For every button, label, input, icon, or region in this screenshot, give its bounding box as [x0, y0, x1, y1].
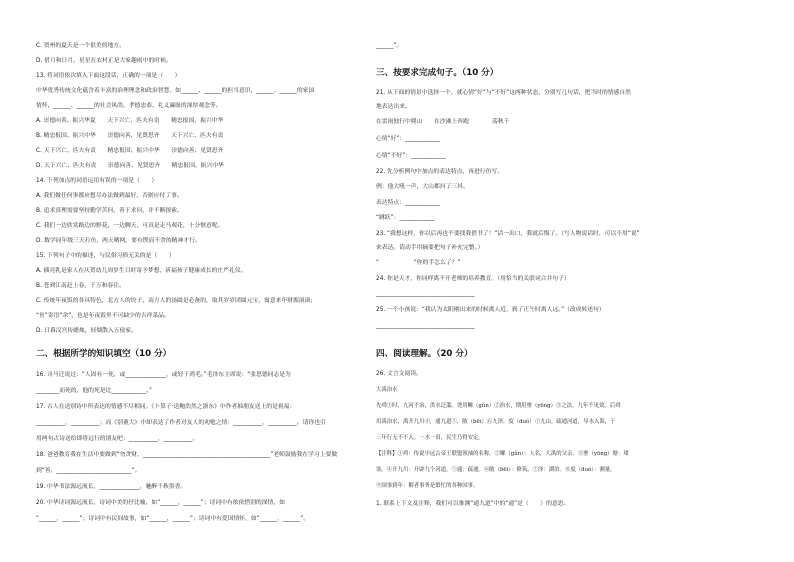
- q16-line1: 16. 司马迁说过：“人固有一死，或______________，或轻于鸿毛。”毛泽东主席说：“张思德同志是为: [36, 372, 291, 378]
- q21-line1: 21. 从下面的情景中选择一个，就心情“好”与“不好”这两种状态，分别写几句话，把当时的情感自然: [376, 90, 631, 96]
- q24-answer: __________________________________: [376, 291, 475, 297]
- q26-stem: 26. 文言文阅读。: [376, 371, 422, 377]
- q14-option-a: A. 我们做任何事都应想尽办法做到最好，否则应付了事。: [36, 193, 183, 199]
- q14-option-d: D. 数学同年级三天打鱼，两天晒网，要有锲而不舍的精神才行。: [36, 238, 201, 244]
- q14-stem: 14. 下列加点的词语运用有误的一项是（ ）: [36, 178, 158, 184]
- q20-line2: “______，______”；诗词中有民间故事，如“______，______”；诗词中有爱国情怀，如“______，______”。: [36, 516, 310, 522]
- q21-line2: 地表达出来。: [376, 104, 411, 110]
- q25-answer: __________________________________: [376, 323, 475, 329]
- q18-line1: 18. 爸爸教育我在生活中要做到“勿贪财，____________________________________________”老师鼓励我在学习上要做: [36, 452, 338, 458]
- notes-line2: 塞。④开九川：开辟九个河道。⑤通：疏通。⑥陂（bēi）：修筑。⑦泽：湖泊。⑧度（duó）：测量。: [376, 467, 616, 473]
- q15-option-d: D. 日暮汉宫传蜡烛，轻烟散入五侯家。: [36, 328, 137, 334]
- passage-line3: 三年行无不不入。一水一田，民生乃得安定。: [376, 435, 484, 441]
- option-d-top: D. 借月和日月，星星在农村正是大家趣雨中的时候。: [36, 58, 172, 64]
- q13-line2: 情怀，______、______的社会风尚，孝德忠恭、礼义廉耻的深厚观念等。: [36, 103, 222, 109]
- q14-option-c: C. 我们一边欣赏路边的野花，一边聊天，可真是走马观花，十分惬意呢。: [36, 223, 224, 229]
- option-c-top: C. 贺州的夏天是一个很美的地方。: [36, 43, 125, 49]
- q21-mood-good: 心情“好”：____________: [376, 136, 440, 142]
- passage-title: 大禹治水: [376, 387, 398, 393]
- q18-line2: 到“善，__________________________”。: [36, 468, 141, 474]
- q24-line1: 24. 你是天才，你同样离不开老师的培养教育。（用恰当的关联词合并句子）: [376, 276, 570, 282]
- q15-option-c-line2: “鱼”寄语“余”，也是年夜饭里不可缺少的吉祥菜品。: [36, 313, 170, 319]
- q25-line1: 25. 一个小孩说：“我认为太阳刚出来的时候离人近，到了正午时离人远。”（改成转述句）: [376, 307, 605, 313]
- q26-sub1: 1. 联系上下文及注释，我们可以推测“通九道”中的“通”是（ ）的意思。: [376, 501, 570, 507]
- q19: 19. 中华书法源远流长，______________，魅醉千秋墨香。: [36, 484, 187, 490]
- q23-line1: 23. “我想这样，你以后再也不要找我借书了！”话一出口，我就后悔了。（写人物说话时，可以不用“说”: [376, 231, 640, 237]
- q20-line1: 20. 中华诗词源远流长，诗词中美的抒比喻，如“______，______”；诗词中有依依惜别的深情，如: [36, 500, 285, 506]
- q17-line2: __________，__________；而《别董大》中却表达了作者对友人的劝勉之情：__________，__________。请你也引: [36, 420, 326, 426]
- q13-line1: 中华优秀传统文化蕴含着丰富的治理理念和政治智慧。如______、______的担当意识，______、______的家国: [36, 88, 315, 94]
- q23-line3: “ ”你的手怎么了？”: [376, 260, 461, 266]
- q22-feature: 表达特点：____________: [376, 200, 440, 206]
- passage-line2: 用禹治水，禹开九川④，通九道⑤，陂（bēi）⑥九泽，度（duó）⑦九山。疏通河道，导水入海，于: [376, 419, 616, 425]
- q22-line1: 22. 先分析例句中加点的表达特点，再进行仿写。: [376, 169, 503, 175]
- q13-option-b: B. 精忠报国、振兴中华 崇德向善、见贤思齐 天下兴亡、匹夫有责: [36, 133, 224, 139]
- section-4-title: 四、阅读理解。（20 分）: [376, 349, 473, 359]
- notes-line3: ⑨国事到年：解者事务是繁忙的各种国事。: [376, 483, 479, 489]
- q23-line2: 来表达。请动手用摘要把句子补充完整。）: [376, 245, 484, 251]
- q15-option-c-line1: C. 传统年夜饭的各具特色，北方人的饺子、南方人的汤圆是必备的，取其岁岁团圆元宝，寓意来年财源滚滚；: [36, 298, 317, 304]
- q21-mood-bad: 心情“不好”：____________: [376, 153, 446, 159]
- q15-option-a: A. 插亮乳是家人在庆贺幼儿周岁生日时寄予梦想，祈福孩子健康成长的庄严礼仪。: [36, 268, 247, 274]
- q13-stem: 13. 将词语依次填入下面这段话，正确的一项是（ ）: [36, 73, 181, 79]
- notes-line1: 【注释】①舜：传说中远古帝王联盟领袖的名称。②鲧（gǔn）：人名，大禹的父亲。③壅（yōng）塘：堵: [376, 451, 629, 457]
- q13-option-a: A. 崇德向善、振兴华夏 天下兴亡，匹夫有责 精忠报国、振兴中华: [36, 118, 224, 124]
- q15-stem: 15. 下列句子中的描述，与民俗习俗无关的是（ ）: [36, 253, 175, 259]
- q17-line1: 17. 古人在送别诗中所表达的情感不尽相同。《卜算子·送鲍浩然之浙东》中作者抽朋友送上的是祝福：: [36, 404, 296, 410]
- q16-line2: ________而死的，他的死是比____________。”: [36, 388, 153, 394]
- q14-option-b: B. 追求真理需要坚持勤学苦问，善于求问，并不断探索。: [36, 208, 183, 214]
- q13-option-c: C. 天下兴亡、匹夫有责 精忠报国、振兴中华 崇德向善、见贤思齐: [36, 148, 224, 154]
- section-3-title: 三、按要求完成句子。（10 分）: [376, 68, 499, 78]
- q13-option-d: D. 天下兴亡、匹夫有责 崇德向善、见贤思齐 精忠报国、振兴中华: [36, 163, 224, 169]
- passage-line1: 先舜①时，九河不治，洪水泛滥。尧用鲧（gǔn）②治水，期用壅（yōng）③之法，九年不见效。后舜: [376, 403, 621, 409]
- q22-example: 例：他大吼一声，大山都抖了三抖。: [376, 184, 469, 190]
- q17-line3: 用两句古诗送给即将远行的朋友吧：__________，__________。: [36, 436, 199, 442]
- q20-tail: ______”。: [376, 43, 403, 49]
- q21-scenes: 在雷雨独行中爬山 在沙滩上奔跑 荡秋千: [376, 119, 510, 125]
- q22-jump: “跳跃”：____________: [376, 215, 435, 221]
- q15-option-b: B. 苍到江南赶上春，千万和春住。: [36, 283, 125, 289]
- section-2-title: 二、根据所学的知识填空（10 分）: [36, 349, 172, 359]
